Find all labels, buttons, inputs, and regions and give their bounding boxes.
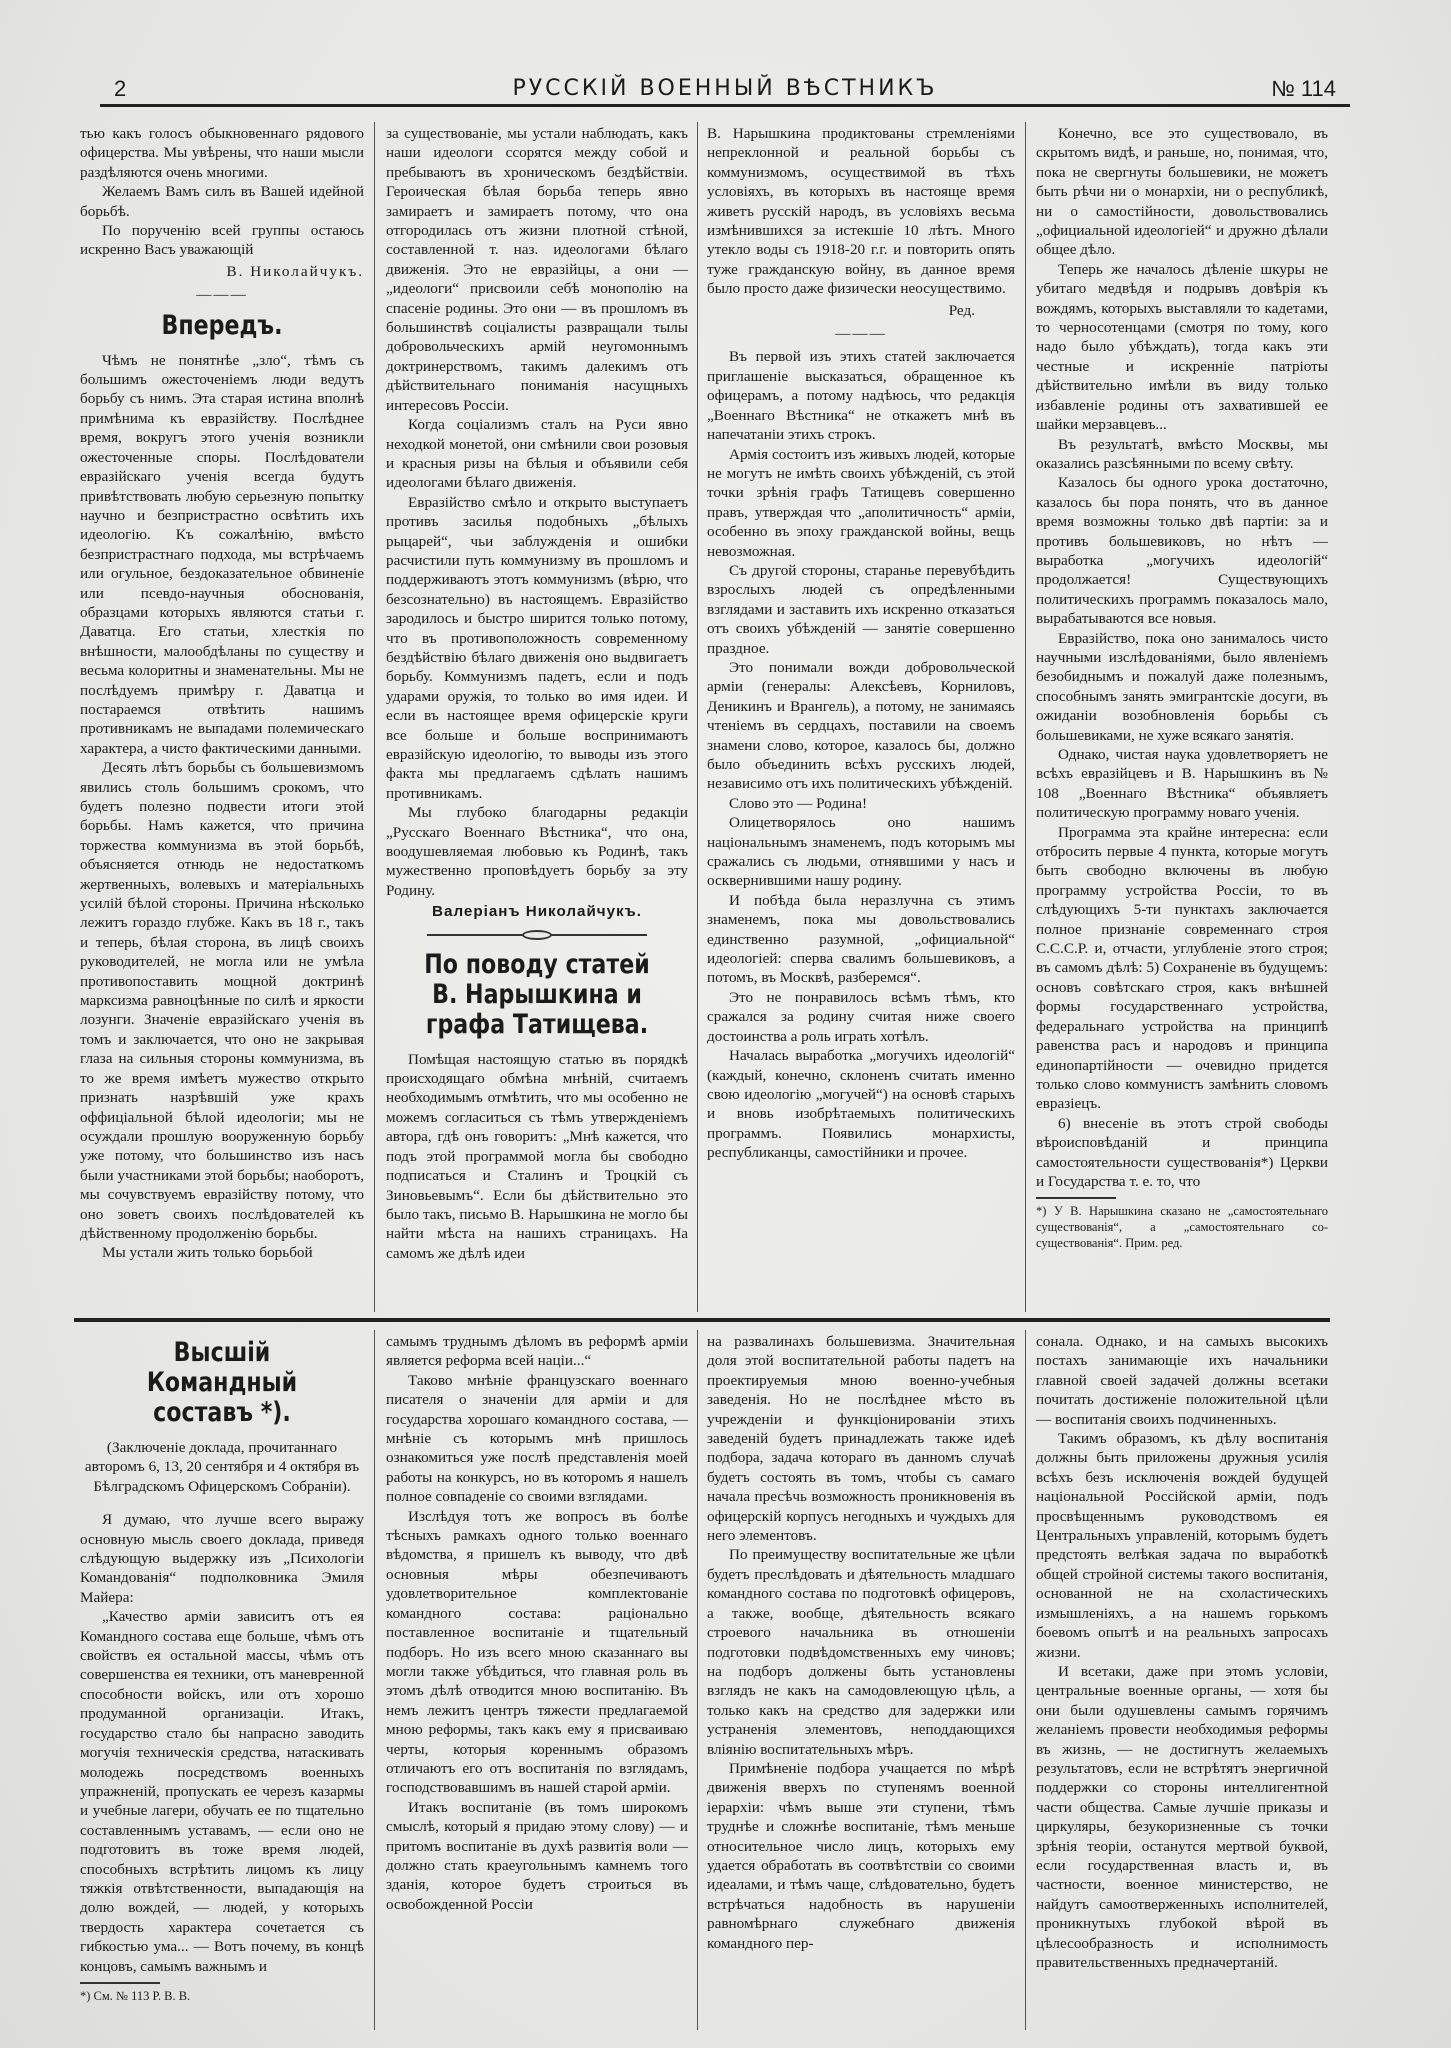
paragraph: Однако, чистая наука удовлетворяетъ не всѣхъ евразійцевъ и В. Нарышкинъ въ № 108 „Военнаго Вѣстника“ объявляетъ политическую программу новаго ученія.: [1036, 746, 1328, 822]
bottom-column-2: [386, 1332, 688, 1914]
column-divider: [697, 1330, 698, 2030]
paragraph: тью какъ голосъ обыкновеннаго рядового офицерства. Мы увѣрены, что наши мысли раздѣляются очень многими.: [80, 125, 364, 181]
page-number: 2: [114, 76, 127, 101]
signature: В. Николайчукъ.: [226, 262, 364, 280]
issue-number: № 114: [1271, 76, 1336, 101]
divider: ———: [196, 286, 248, 304]
paragraph: за существованіе, мы устали наблюдать, какъ наши идеологи ссорятся между собой и пребываютъ въ хроническомъ бездѣйствіи. Героическая бѣлая борьба теперь явно замираетъ и замираетъ потому, что она отгородилась отъ жизни плотной стѣной, составленной т. наз. идеологами бѣлаго движенія. Это не евразійцы, а они — „идеологи“ присвоили себѣ монополію на спасеніе родины. Это они — въ прошломъ въ большинствѣ соціалисты развращали тылы добровольческихъ армій неугомоннымъ доктринерствомъ, такимъ далекимъ отъ дѣйствительнаго пониманія насущныхъ интересовъ Россіи.: [386, 125, 688, 414]
paragraph: Программа эта крайне интересна: если отбросить первые 4 пункта, которые могутъ быть свободно включены въ любую программу устройства Россіи, то въ слѣдующихъ 5-ти пунктахъ заключается полное признаніе современнаго строя С.С.С.Р. и, отчасти, углубленіе этого строя; въ самомъ дѣлѣ: 5) Сохраненіе въ будущемъ: основъ совѣтскаго строя, какъ внѣшней формы государственнаго устройства, федеральнаго устройства на принципѣ равенства расъ и народовъ и принципа единопартійности — очевидно придется только слово коммунистъ замѣнить словомъ евразіецъ.: [1036, 823, 1328, 1113]
paragraph: Итакъ воспитаніе (въ томъ широкомъ смыслѣ, который я придаю этому слову) — и притомъ воспитаніе въ духѣ развитія воли — должно стать краеугольнымъ камнемъ того зданія, которое будетъ строиться въ освобожденной Россіи: [386, 1798, 688, 1913]
paragraph: Я думаю, что лучше всего выражу основную мысль своего доклада, приведя слѣдующую выдержку изъ „Психологіи Командованія“ подполковника Эмиля Майера:: [80, 1511, 364, 1606]
newspaper-title: РУССКІЙ ВОЕННЫЙ ВѢСТНИКЪ: [512, 76, 938, 101]
column-divider: [697, 122, 698, 1312]
paragraph: на развалинахъ большевизма. Значительная доля этой воспитательной работы падетъ на проектируемыя мною военно-учебныя заведенія. Но не послѣднее мѣсто въ учрежденіи и функціонированіи этихъ заведеній будетъ принадлежать также идеѣ подбора, задача котораго въ данномъ случаѣ будетъ состоять въ томъ, чтобы съ самаго начала пресѣчь возможность проникновенія въ офицерскій корпусъ негодныхъ и чуждыхъ для него элементовъ.: [707, 1333, 1015, 1545]
signature: Валеріанъ Николайчукъ.: [432, 903, 642, 921]
column-divider: [1025, 1330, 1026, 2030]
article-subtitle: (Заключеніе доклада, прочитаннаго авторомъ 6, 13, 20 сентября и 4 октября въ Бѣлградскомъ Офицерскомъ Собраніи).: [84, 1439, 360, 1495]
paragraph: Началась выработка „могучихъ идеологій“ (каждый, конечно, склоненъ считать именно свою идеологію „могучей“) на основѣ старыхъ и вновь изобрѣтаемыхъ политическихъ программъ. Появились монархисты, республиканцы, самостійники и прочее.: [707, 1047, 1015, 1162]
paragraph: 6) внесеніе въ этотъ строй свободы вѣроисповѣданій и принципа самостоятельности существованія*) Церкви и Государства т. е. то, что: [1036, 1114, 1328, 1190]
top-column-1: [80, 124, 364, 1263]
footnote: *) У В. Нарышкина сказано не „самостоятельнаго существованія“, а „самостоятельнаго со-существованія“. Прим. ред.: [1036, 1204, 1328, 1251]
paragraph: Евразійство смѣло и открыто выступаетъ противъ засилья подобныхъ „бѣлыхъ рыцарей“, чьи заблужденія и ошибки расчистили путь коммунизму въ прошломъ и поддерживаютъ этотъ коммунизмъ (вѣрю, что безсознательно) въ настоящемъ. Евразійство зародилось и быстро ширится только потому, что въ противоположность современному бездѣйствію бѣлаго движенія оно выдвигаетъ борьбу. Коммунизмъ падетъ, если и подъ ударами оружія, то только во имя идеи. И если въ настоящее время офицерскіе круги все больше и больше воспринимаютъ евразійскую идеологію, то выводы изъ этого факта мы предлагаемъ сдѣлать нашимъ противникамъ.: [386, 493, 688, 802]
paragraph: Армія состоитъ изъ живыхъ людей, которые не могутъ не имѣть своихъ убѣжденій, съ этой точки зрѣнія графъ Татищевъ совершенно правъ, утверждая что „аполитичность“ арміи, особенно въ эпоху гражданской войны, вещь невозможная.: [707, 445, 1015, 560]
paragraph: Мы глубоко благодарны редакціи „Русскаго Военнаго Вѣстника“, что она, воодушевляемая любовью къ Родинѣ, такъ мужественно проповѣдуетъ борьбу за эту Родину.: [386, 804, 688, 899]
footnote-rule: [80, 1982, 160, 1984]
masthead: [110, 76, 1340, 104]
paragraph: В. Нарышкина продиктованы стремленіями непреклонной и реальной борьбы съ коммунизмомъ, осуществимой въ тѣхъ условіяхъ, въ которыхъ въ настояще время живетъ русскій народъ, въ условіяхъ весьма измѣнившихся за истекшіе 10 лѣтъ. Много утекло воды съ 1918-20 г.г. и повторить опять туже гражданскую войну, въ данное время было просто даже физически неосуществимо.: [707, 125, 1015, 298]
paragraph: Слово это — Родина!: [729, 794, 868, 812]
paragraph: Таково мнѣніе французскаго военнаго писателя о значеніи для арміи и для государства хорошаго командного состава, — мнѣніе съ которымъ мнѣ пришлось ознакомиться уже послѣ представленія моей работы на конкурсъ, но въ которомъ я нашелъ полное совпаденіе со своими взглядами.: [386, 1371, 688, 1506]
paragraph: Мы устали жить только борьбой: [102, 1244, 313, 1262]
article-heading: Высшій Командный составъ *).: [146, 1337, 298, 1428]
paragraph: Въ первой изъ этихъ статей заключается приглашеніе высказаться, обращенное къ офицерамъ, а потому надѣюсь, что редакція „Военнаго Вѣстника“ не откажетъ мнѣ въ напечатаніи этихъ строкъ.: [707, 348, 1015, 444]
divider: ———: [835, 325, 887, 343]
paragraph: „Качество арміи зависитъ отъ ея Командного состава еще больше, чѣмъ отъ свойствъ ея остальной массы, чѣмъ отъ совершенства ея техники, отъ маневренной способности войскъ, или отъ хорошо продуманной организаціи. Итакъ, государство стало бы напрасно заводить могучія техническія средства, натаскивать молодежь посредствомъ военныхъ упражненій, пропускать ее черезъ казармы и учебные лагери, обучать ее по тщательно составленнымъ уставамъ, — если оно не подготовитъ въ тоже время людей, способныхъ встрѣтить лицомъ къ лицу тяжкія отвѣтственности, выпадающія на долю вождей, — людей, у которыхъ твердость характера сочетается съ гибкостью ума... — Вотъ почему, въ концѣ концовъ, самымъ важнымъ и: [80, 1608, 364, 1975]
paragraph: Въ результатѣ, вмѣсто Москвы, мы оказались разсѣянными по всему свѣту.: [1036, 435, 1328, 472]
paragraph: Желаемъ Вамъ силъ въ Вашей идейной борьбѣ.: [80, 183, 364, 220]
top-column-2: [386, 124, 688, 1263]
ornament-divider: [427, 930, 647, 940]
column-divider: [374, 122, 375, 1312]
paragraph: По порученію всей группы остаюсь искренно Васъ уважающій: [80, 222, 364, 259]
footnote-rule: [1036, 1197, 1116, 1199]
paragraph: Это понимали вожди добровольческой арміи (генералы: Алексѣевъ, Корниловъ, Деникинъ и Врангель), а потому, не занимаясь чтеніемъ въ сердцахъ, поставили на своемъ знамени слово, которое, казалось бы, должно было объединить всѣхъ русскихъ людей, независимо отъ ихъ политическихъ убѣжденій.: [707, 658, 1015, 793]
paragraph: Помѣщая настоящую статью въ порядкѣ происходящаго обмѣна мнѣній, считаемъ необходимымъ отмѣтить, что мы особенно не можемъ согласиться съ тѣмъ утвержденіемъ автора, гдѣ онъ говоритъ: „Мнѣ кажется, что подъ этой программой могла бы свободно подписаться и Сталинъ и Троцкій съ Зиновьевымъ“. Если бы дѣйствительно это было такъ, письмо В. Нарышкина не могло бы найти мѣста на нашихъ страницахъ. На самомъ же дѣлѣ идеи: [386, 1050, 688, 1262]
paragraph: И побѣда была неразлучна съ этимъ знаменемъ, пока мы довольствовались единственно разумной, „официальной“ идеологіей: сперва свалимъ большевиковъ, а потомъ, въ Москвѣ, разберемся“.: [707, 891, 1015, 987]
footnote: *) См. № 113 Р. В. В.: [80, 1988, 191, 2003]
paragraph: Казалось бы одного урока достаточно, казалось бы пора понять, что въ данное время возможны только двѣ партіи: за и противъ большевиковъ, но нѣтъ — выработка „могучихъ идеологій“ продолжается! Существующихъ политическихъ программъ показалось мало, вырабатываются все новыя.: [1036, 474, 1328, 628]
signature: Ред.: [948, 301, 975, 319]
bottom-column-1: [80, 1332, 364, 2004]
paragraph: Чѣмъ не понятнѣе „зло“, тѣмъ съ большимъ ожесточеніемъ люди ведутъ борьбу съ нимъ. Эта старая истина вполнѣ примѣнима къ евразійству. Послѣднее время, вокругъ этого ученія возникли ожесточенные споры. Послѣдователи евразійскаго ученія всегда будутъ привѣтствовать любую серьезную попытку научно и безпристрастно освѣтить ихъ идеологію. Къ сожалѣнію, вмѣсто безпристрастнаго подхода, мы встрѣчаемъ или огульное, бездоказательное обвиненіе или псевдо-научныя обоснованія, образцами которыхъ являются статьи г. Даватца. Его статьи, хлесткія по внѣшности, малообдѣланы по существу и весьма колоритны и знаменательны. Мы не послѣдуемъ примѣру г. Даватца и постараемся отвѣтить нашимъ противникамъ не выпадами полемическаго характера, а чисто фактическими данными.: [80, 351, 364, 757]
column-divider: [1025, 122, 1026, 1312]
column-divider: [374, 1330, 375, 2030]
paragraph: Конечно, все это существовало, въ скрытомъ видѣ, и раньше, но, понимая, что, пока не свергнуты большевики, не можетъ быть рѣчи ни о монархіи, ни о республикѣ, ни о самостійности, довольствовались „официальной идеологіей“ и дружно дѣлали общее дѣло.: [1036, 125, 1328, 259]
paragraph: Олицетворялось оно нашимъ національнымъ знаменемъ, подъ которымъ мы сражались съ людьми, отнявшими у насъ и осквернившими нашу родину.: [707, 814, 1015, 890]
bottom-column-4: [1036, 1332, 1328, 1972]
paragraph: Съ другой стороны, старанье перевубѣдить взрослыхъ людей съ опредѣленными взглядами и заставить ихъ искренно отказаться отъ своихъ убѣжденій — занятіе совершенно праздное.: [707, 561, 1015, 657]
paragraph: Изслѣдуя тотъ же вопросъ въ болѣе тѣсныхъ рамкахъ одного только военнаго вѣдомства, я пришелъ къ выводу, что двѣ основныя мѣры обезпечиваютъ удовлетворительное комплектованіе командного состава: раціонально поставленное воспитаніе и тщательный подборъ. Но изъ всего мною сказаннаго вы могли также убѣдиться, что главная роль въ этомъ дѣлѣ отводится мною воспитанію. Въ немъ лежитъ центръ тяжести предлагаемой мною реформы, такъ какъ ему я присваиваю черты, которыя кореннымъ образомъ отличаютъ его отъ воспитанія по взглядамъ, господствовавшимъ въ нашей старой арміи.: [386, 1507, 688, 1797]
paragraph: И всетаки, даже при этомъ условіи, центральные военные органы, — хотя бы они были одушевлены самымъ горячимъ желаніемъ провести необходимыя реформы въ жизнь, — не достигнутъ желаемыхъ результатовъ, если не встрѣтятъ энергичной поддержки со стороны интеллигентной части общества. Самые лучшіе приказы и циркуляры, безукоризненные съ точки зрѣнія теоріи, останутся мертвой буквой, если государственная власть и, въ частности, военное министерство, не найдутъ самоотверженныхъ исполнителей, проникнутыхъ глубокой вѣрой въ цѣлесообразность и исполнимость правительственныхъ предначертаній.: [1036, 1662, 1328, 1971]
top-column-3: [707, 124, 1015, 1163]
masthead-rule: [100, 104, 1350, 107]
bottom-column-3: [707, 1332, 1015, 1953]
section-rule: [74, 1318, 1330, 1322]
paragraph: Евразійство, пока оно занималось чисто научными изслѣдованіями, было явленіемъ безобиднымъ и пожалуй даже полезнымъ, способнымъ занять эмигрантскіе досуги, въ ожиданіи возобновленія борьбы съ большевиками, не хуже всякаго занятія.: [1036, 629, 1328, 744]
paragraph: Десять лѣтъ борьбы съ большевизмомъ явились столь большимъ срокомъ, что будетъ полезно подвести итоги этой борьбы. Намъ кажется, что причина торжества коммунизма въ этой борьбѣ, объясняется отнюдь не недостаткомъ жертвенныхъ, волевыхъ и матеріальныхъ усилій бѣлой стороны. Причина нѣсколько лежитъ гораздо глубже. Какъ въ 18 г., такъ и теперь, бѣлая сторона, въ лицѣ своихъ руководителей, не могла или не умѣла противопоставить мощной доктринѣ марксизма равноцѣнные по силѣ и яркости лозунги. Значеніе евразійскаго ученія въ томъ и заключается, что оно не закрывая глаза на сильныя стороны коммунизма, въ то же время имѣетъ мужество открыто признать назрѣвшій уже крахъ оффиціальной бѣлой идеологіи; мы не осуждали прошлую вооруженную борьбу уже потому, что большинство изъ насъ были участниками этой борьбы; наоборотъ, мы сочувствуемъ евразійству потому, что оно зоветъ своихъ послѣдователей къ дѣйственному продолженію борьбы.: [80, 759, 364, 1242]
top-column-4: [1036, 124, 1328, 1251]
paragraph: Примѣненіе подбора учащается по мѣрѣ движенія вверхъ по ступенямъ военной іерархіи: чѣмъ выше эти ступени, тѣмъ труднѣе и сложнѣе воспитаніе, тѣмъ меньше относительное число лицъ, которыхъ ему удается обработать въ соотвѣтствіи со своими идеалами, и тѣмъ чаще, слѣдовательно, будетъ встрѣчаться надобность въ нарушеніи равномѣрнаго служебнаго движенія командного пер-: [707, 1759, 1015, 1952]
paragraph: Когда соціализмъ сталъ на Руси явно неходкой монетой, они смѣнили свои розовыя и красныя ризы на бѣлыя и объявили себя идеологами бѣлаго движенія.: [386, 416, 688, 492]
article-heading: Впередъ.: [161, 309, 283, 341]
paragraph: По преимуществу воспитательные же цѣли будетъ преслѣдовать и дѣятельность младшаго командного состава по подготовкѣ офицеровъ, а также, вообще, дѣятельность всякаго строевого начальника въ отношеніи подготовки подвѣдомственныхъ ему чиновъ; на подборъ должены быть установлены взглядъ не какъ на самодовлеющую цѣль, а только какъ на средство для задержки или устраненія элементовъ, неподдающихся вліянію воспитательныхъ мѣръ.: [707, 1546, 1015, 1758]
article-heading: По поводу статей В. Нарышкина и графа Татищева.: [424, 948, 650, 1040]
paragraph: сонала. Однако, и на самыхъ высокихъ постахъ занимающіе ихъ начальники главной своей задачей должны всетаки почитать достиженіе положительной цѣли — воспитанія своихъ подчиненныхъ.: [1036, 1333, 1328, 1428]
paragraph: Такимъ образомъ, къ дѣлу воспитанія должны быть приложены дружныя усилія всѣхъ безъ исключенія вождей будущей національной Россійской арміи, подъ просвѣщеннымъ руководствомъ ея Центральныхъ управленій, которымъ будетъ предстоять велѣкая задача по выработкѣ общей стройной системы такого воспитанія, основанной не на схоластическихъ измышленіяхъ, а на нашемъ горькомъ боевомъ опытѣ и на реальныхъ запросахъ жизни.: [1036, 1430, 1328, 1661]
paragraph: Это не понравилось всѣмъ тѣмъ, кто сражался за родину считая ниже своего достоинства а роль играть хотѣлъ.: [707, 988, 1015, 1045]
paragraph: Теперь же началось дѣленіе шкуры не убитаго медвѣдя и подрывъ довѣрія къ вождямъ, которыхъ выставляли то кадетами, то черносотенцами (смотря по тому, кого надо было убѣждать), тогда какъ эти честные и искренніе патріоты дѣйствительно имѣли въ виду только избавленіе родины отъ захватившей ее шайки мерзавцевъ...: [1036, 260, 1328, 434]
paragraph: самымъ труднымъ дѣломъ въ реформѣ арміи является реформа всей націи...“: [386, 1333, 688, 1370]
